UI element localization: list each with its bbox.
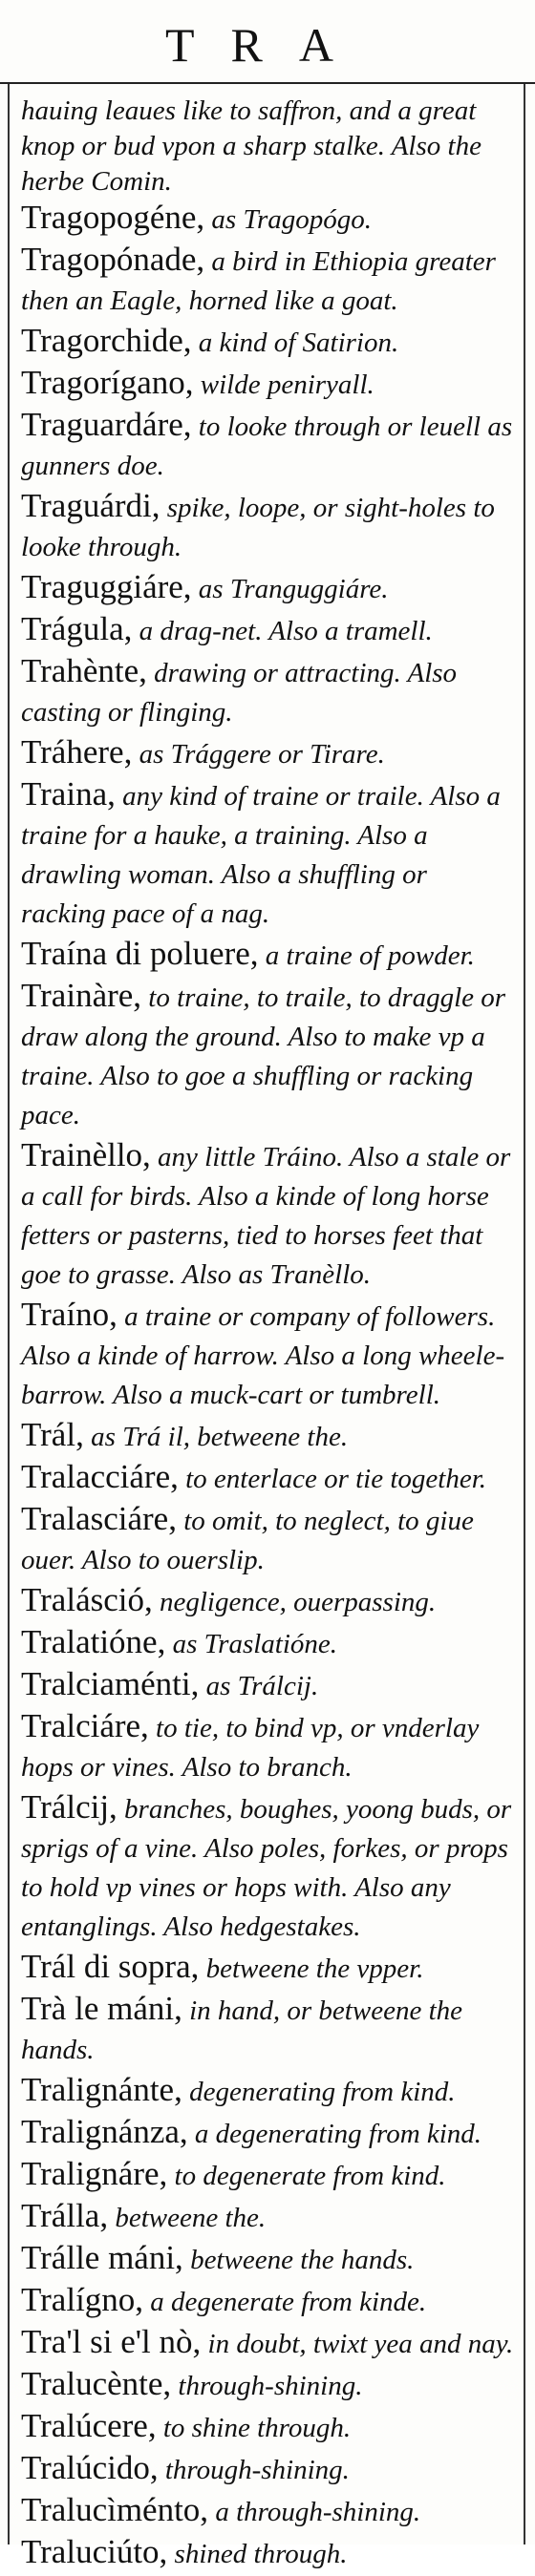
dictionary-entry [21,407,518,488]
entry-headword: Tralúcido, [21,2449,159,2486]
entry-definition: through-shining. [171,2371,363,2401]
dictionary-entry [21,1417,518,1459]
entry-definition: a bird in Ethiopia greater then an Eagle, horned like a goat. [21,246,496,316]
dictionary-entry [21,1708,518,1789]
entry-headword: Trál, [21,1416,84,1453]
dictionary-entry [21,936,518,978]
entry-headword: Tralacciáre, [21,1458,179,1495]
entry-definition: any kind of traine or traile. Also a traine for a hauke, a training. Also a drawling woman. Also a shuffling or racking pace of a nag. [21,781,501,929]
entry-definition: as Tranguggiáre. [191,574,389,604]
page-header [0,0,535,84]
dictionary-entry [21,1582,518,1624]
entry-headword: Trálcij, [21,1788,118,1826]
dictionary-entry [21,1949,518,1991]
dictionary-entry [21,1991,518,2072]
dictionary-entry [21,1666,518,1708]
entry-headword: Tralúcere, [21,2407,157,2444]
dictionary-entry [21,2072,518,2114]
dictionary-entry [21,323,518,365]
entry-headword: Tralígno, [21,2281,144,2318]
entry-definition: spike, loope, or sight-holes to looke through. [21,493,495,562]
entry-definition: a traine of powder. [258,940,475,971]
dictionary-entry [21,242,518,323]
dictionary-entry [21,776,518,936]
dictionary-entry [21,1297,518,1417]
dictionary-entry [21,1789,518,1949]
entry-definition: a degenerating from kind. [187,2119,482,2149]
dictionary-entry [21,734,518,776]
dictionary-entry [21,200,518,242]
entry-definition: negligence, ouerpassing. [152,1587,437,1617]
entry-headword: Traguggiáre, [21,568,192,605]
entry-headword: Tralucìménto, [21,2491,209,2528]
entry-list [21,200,518,2576]
entry-definition: as Trá il, betweene the. [83,1422,349,1452]
entry-definition: a drag-net. Also a tramell. [132,616,433,646]
entry-headword: Trálle máni, [21,2239,183,2276]
entry-headword: Trálla, [21,2197,109,2234]
entry-definition: wilde peniryall. [193,370,374,400]
continued-definition: hauing leaues like to saffron, and a great knop or bud vpon a sharp stalke. Also the herbe Comin. [21,95,482,197]
dictionary-entry [21,2534,518,2576]
column-rule-left [8,84,10,2544]
entry-definition: drawing or attracting. Also casting or flinging. [21,658,458,728]
dictionary-entry [21,1137,518,1297]
entry-column [21,94,518,2576]
running-head: TRA [165,18,370,72]
dictionary-entry [21,611,518,653]
entry-definition: betweene the. [108,2203,267,2233]
entry-definition: to traine, to traile, to draggle or draw along the ground. Also to make vp a traine. Also to goe a shuffling or racking pace. [21,982,506,1130]
entry-definition: a kind of Satirion. [191,327,399,358]
entry-headword: Tragopónade, [21,241,205,278]
entry-headword: Traíno, [21,1296,118,1333]
entry-definition: to shine through. [156,2413,352,2443]
entry-definition: to enterlace or tie together. [178,1464,487,1494]
entry-definition: betweene the vpper. [199,1953,424,1984]
entry-headword: Trainàre, [21,977,142,1014]
entry-definition: any little Tráino. Also a stale or a call for birds. Also a kinde of long horse fetters or pasterns, tied to horses feet that goe to grasse. Also as Tranèllo. [21,1142,511,1290]
entry-headword: Traguardáre, [21,406,192,443]
dictionary-entry [21,2492,518,2534]
entry-headword: Trà le máni, [21,1990,182,2027]
dictionary-entry [21,2198,518,2240]
entry-definition: to looke through or leuell as gunners doe. [21,412,513,481]
entry-headword: Tralucènte, [21,2365,172,2402]
entry-definition: to degenerate from kind. [167,2161,446,2191]
entry-headword: Traína di poluere, [21,935,259,972]
entry-headword: Trahènte, [21,652,147,689]
entry-headword: Tragorígano, [21,364,194,401]
entry-definition: degenerating from kind. [182,2077,456,2107]
dictionary-entry [21,2324,518,2366]
entry-definition: as Trálcij. [199,1671,319,1701]
dictionary-entry [21,2408,518,2450]
entry-headword: Trágula, [21,610,133,647]
dictionary-entry [21,2366,518,2408]
entry-definition: through-shining. [158,2455,350,2485]
dictionary-entry [21,488,518,569]
dictionary-entry [21,978,518,1137]
dictionary-entry [21,2450,518,2492]
entry-definition: as Traslatióne. [165,1629,338,1659]
entry-headword: Tralasciáre, [21,1500,177,1537]
entry-definition: as Tragopógo. [204,204,373,235]
dictionary-entry [21,1459,518,1501]
entry-headword: Traina, [21,775,116,813]
column-rule-right [524,84,525,2544]
entry-definition: betweene the hands. [182,2245,415,2275]
dictionary-entry [21,1501,518,1582]
entry-headword: Tralignáre, [21,2155,168,2192]
dictionary-entry [21,2114,518,2156]
entry-headword: Tragorchide, [21,322,192,359]
entry-headword: Tralignánte, [21,2071,182,2108]
entry-definition: a degenerate from kinde. [143,2287,427,2317]
dictionary-entry [21,2282,518,2324]
entry-definition: to tie, to bind vp, or vnderlay hops or vines. Also to branch. [21,1713,480,1783]
dictionary-entry [21,2240,518,2282]
entry-headword: Traluciúto, [21,2533,168,2570]
dictionary-entry [21,1624,518,1666]
entry-headword: Tralásció, [21,1581,153,1618]
entry-definition: a traine or company of followers. Also a kinde of harrow. Also a long wheele-barrow. Also a muck-cart or tumbrell. [21,1301,505,1410]
entry-headword: Trál di sopra, [21,1948,200,1985]
entry-headword: Tralciaménti, [21,1665,200,1702]
entry-definition: in doubt, twixt yea and nay. [201,2329,514,2359]
entry-headword: Tráhere, [21,733,133,771]
entry-headword: Tra'l si e'l nò, [21,2323,202,2360]
entry-definition: as Trággere or Tirare. [132,739,385,770]
entry-definition: branches, boughes, yoong buds, or sprigs of a vine. Also poles, forkes, or props to hold vp vines or hops with. Also any entanglings. Also hedgestakes. [21,1794,512,1942]
dictionary-entry [21,569,518,611]
dictionary-entry [21,653,518,734]
dictionary-entry [21,365,518,407]
entry-headword: Tralatióne, [21,1623,166,1660]
entry-headword: Trainèllo, [21,1136,151,1173]
entry-definition: a through-shining. [208,2497,421,2527]
entry-headword: Tralignánza, [21,2113,188,2150]
entry-headword: Traguárdi, [21,487,160,524]
dictionary-entry [21,2156,518,2198]
entry-definition: shined through. [167,2539,348,2569]
entry-headword: Tragopogéne, [21,199,205,236]
entry-definition: in hand, or betweene the hands. [21,1995,463,2065]
entry-headword: Tralciáre, [21,1707,149,1744]
entry-definition: to omit, to neglect, to giue ouer. Also to ouerslip. [21,1506,474,1575]
